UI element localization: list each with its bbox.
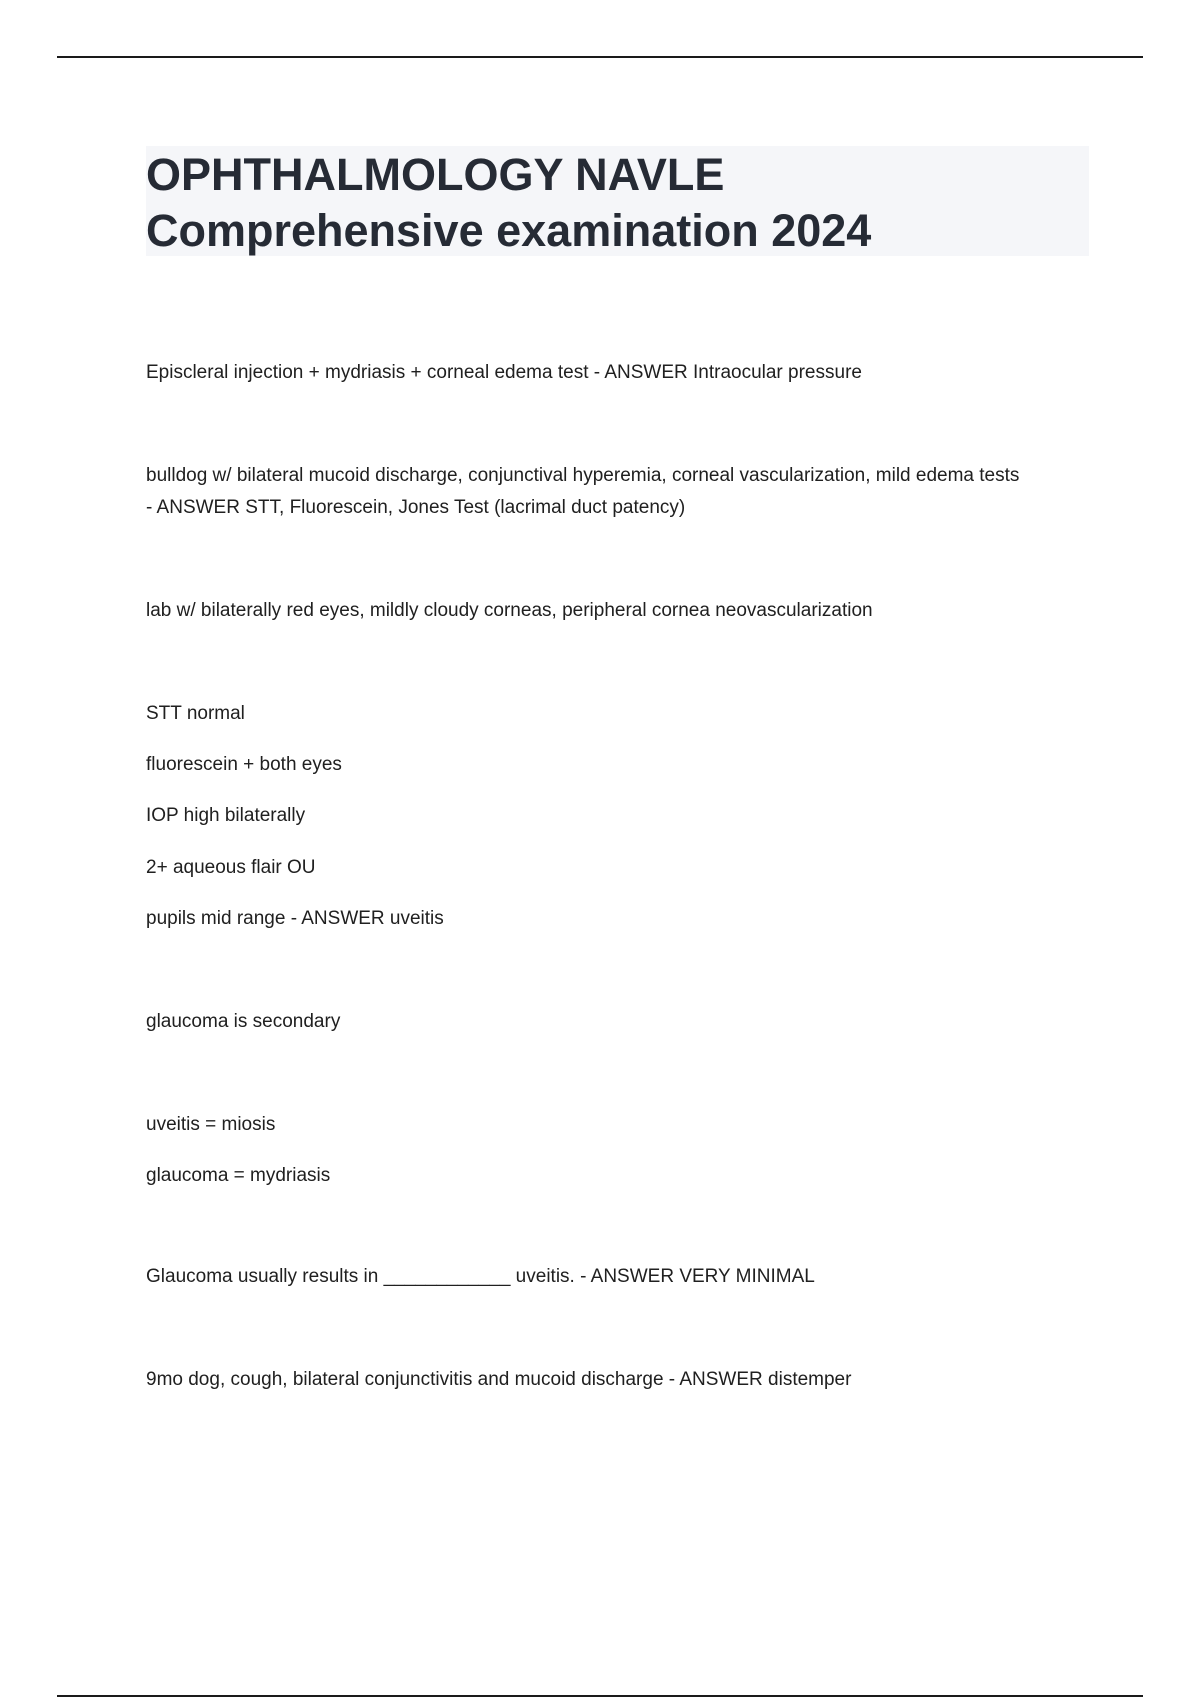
question-glaucoma-uveitis: Glaucoma usually results in ____________ uveitis. - ANSWER VERY MINIMAL: [146, 1266, 815, 1287]
question-distemper: 9mo dog, cough, bilateral conjunctivitis and mucoid discharge - ANSWER distemper: [146, 1369, 852, 1390]
bottom-rule: [57, 1695, 1143, 1697]
document-title-line-1: OPHTHALMOLOGY NAVLE: [146, 149, 725, 200]
finding-aqueous-flair: 2+ aqueous flair OU: [146, 857, 316, 878]
question-bulldog-line-1: bulldog w/ bilateral mucoid discharge, conjunctival hyperemia, corneal vascularization, mild edema tests: [146, 465, 1020, 486]
top-rule: [57, 56, 1143, 58]
finding-iop-high: IOP high bilaterally: [146, 805, 306, 826]
note-glaucoma-secondary: glaucoma is secondary: [146, 1011, 341, 1032]
question-lab-red-eyes: lab w/ bilaterally red eyes, mildly cloudy corneas, peripheral cornea neovascularization: [146, 600, 873, 621]
note-glaucoma-mydriasis: glaucoma = mydriasis: [146, 1165, 331, 1186]
document-title-line-2: Comprehensive examination 2024: [146, 205, 872, 256]
question-bulldog-line-2: - ANSWER STT, Fluorescein, Jones Test (lacrimal duct patency): [146, 497, 686, 518]
finding-pupils-answer: pupils mid range - ANSWER uveitis: [146, 908, 444, 929]
finding-fluorescein: fluorescein + both eyes: [146, 754, 342, 775]
question-intraocular-pressure: Episcleral injection + mydriasis + corneal edema test - ANSWER Intraocular pressure: [146, 362, 862, 383]
finding-stt-normal: STT normal: [146, 703, 245, 724]
title-block: [146, 146, 1089, 256]
note-uveitis-miosis: uveitis = miosis: [146, 1114, 276, 1135]
